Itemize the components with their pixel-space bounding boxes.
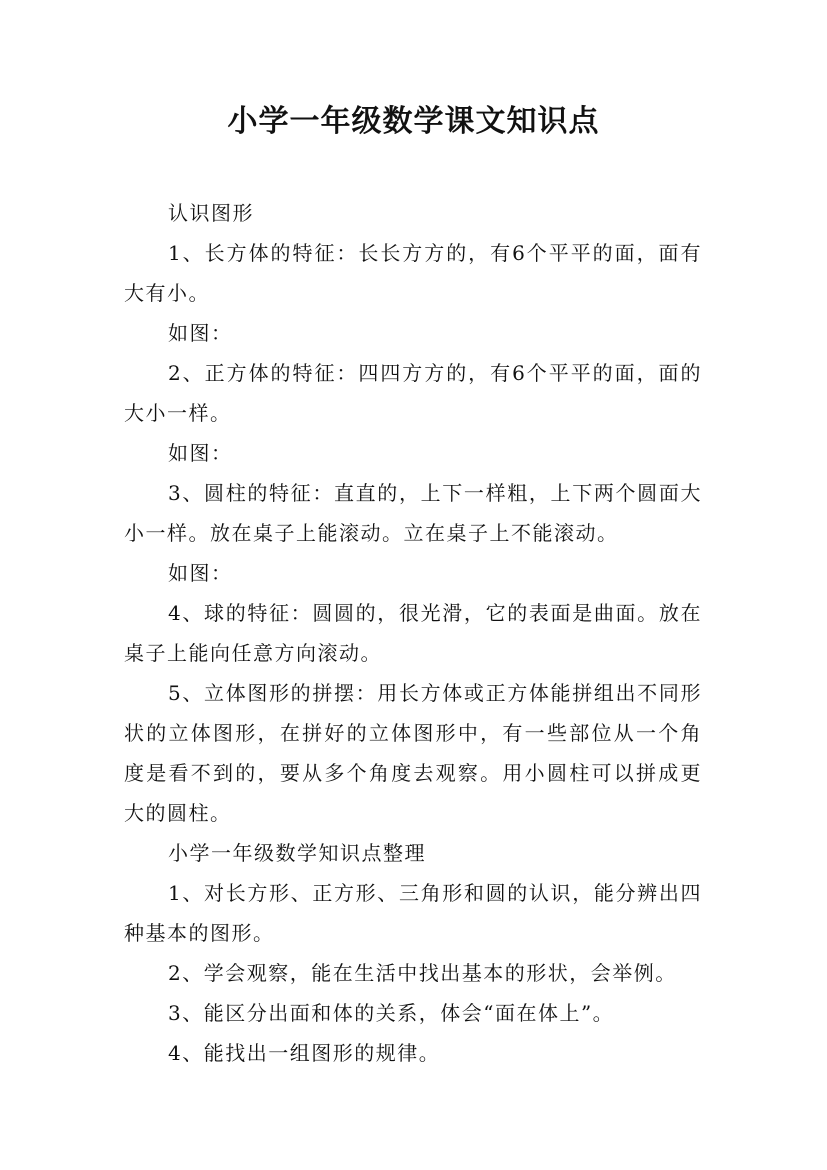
document-title: 小学一年级数学课文知识点	[227, 104, 600, 139]
paragraph-solid-arrangement: 5、立体图形的拼摆：用长方体或正方体能拼组出不同形状的立体图形，在拼好的立体图形中，有一些部位从一个角度是看不到的，要从多个角度去观察。用小圆柱可以拼成更大的圆柱。	[124, 681, 702, 825]
figure-note: 如图：	[168, 441, 233, 465]
figure-note: 如图：	[168, 321, 233, 345]
paragraph-cuboid: 1、长方体的特征：长长方方的，有6个平平的面，面有大有小。	[124, 241, 702, 305]
list-item: 3、能区分出面和体的关系，体会“面在体上”。	[168, 1001, 615, 1025]
paragraph-cube: 2、正方体的特征：四四方方的，有6个平平的面，面的大小一样。	[124, 361, 702, 425]
section-heading-shapes: 认识图形	[168, 201, 254, 225]
figure-note: 如图：	[168, 561, 233, 585]
list-item: 4、能找出一组图形的规律。	[168, 1041, 441, 1065]
paragraph-sphere: 4、球的特征：圆圆的，很光滑，它的表面是曲面。放在桌子上能向任意方向滚动。	[124, 601, 702, 665]
list-item: 1、对长方形、正方形、三角形和圆的认识，能分辨出四种基本的图形。	[124, 881, 702, 945]
paragraph-cylinder: 3、圆柱的特征：直直的，上下一样粗，上下两个圆面大小一样。放在桌子上能滚动。立在桌子上不能滚动。	[124, 481, 702, 545]
list-item: 2、学会观察，能在生活中找出基本的形状，会举例。	[168, 961, 677, 985]
section-heading-summary: 小学一年级数学知识点整理	[168, 841, 426, 865]
document-body	[124, 193, 702, 1073]
